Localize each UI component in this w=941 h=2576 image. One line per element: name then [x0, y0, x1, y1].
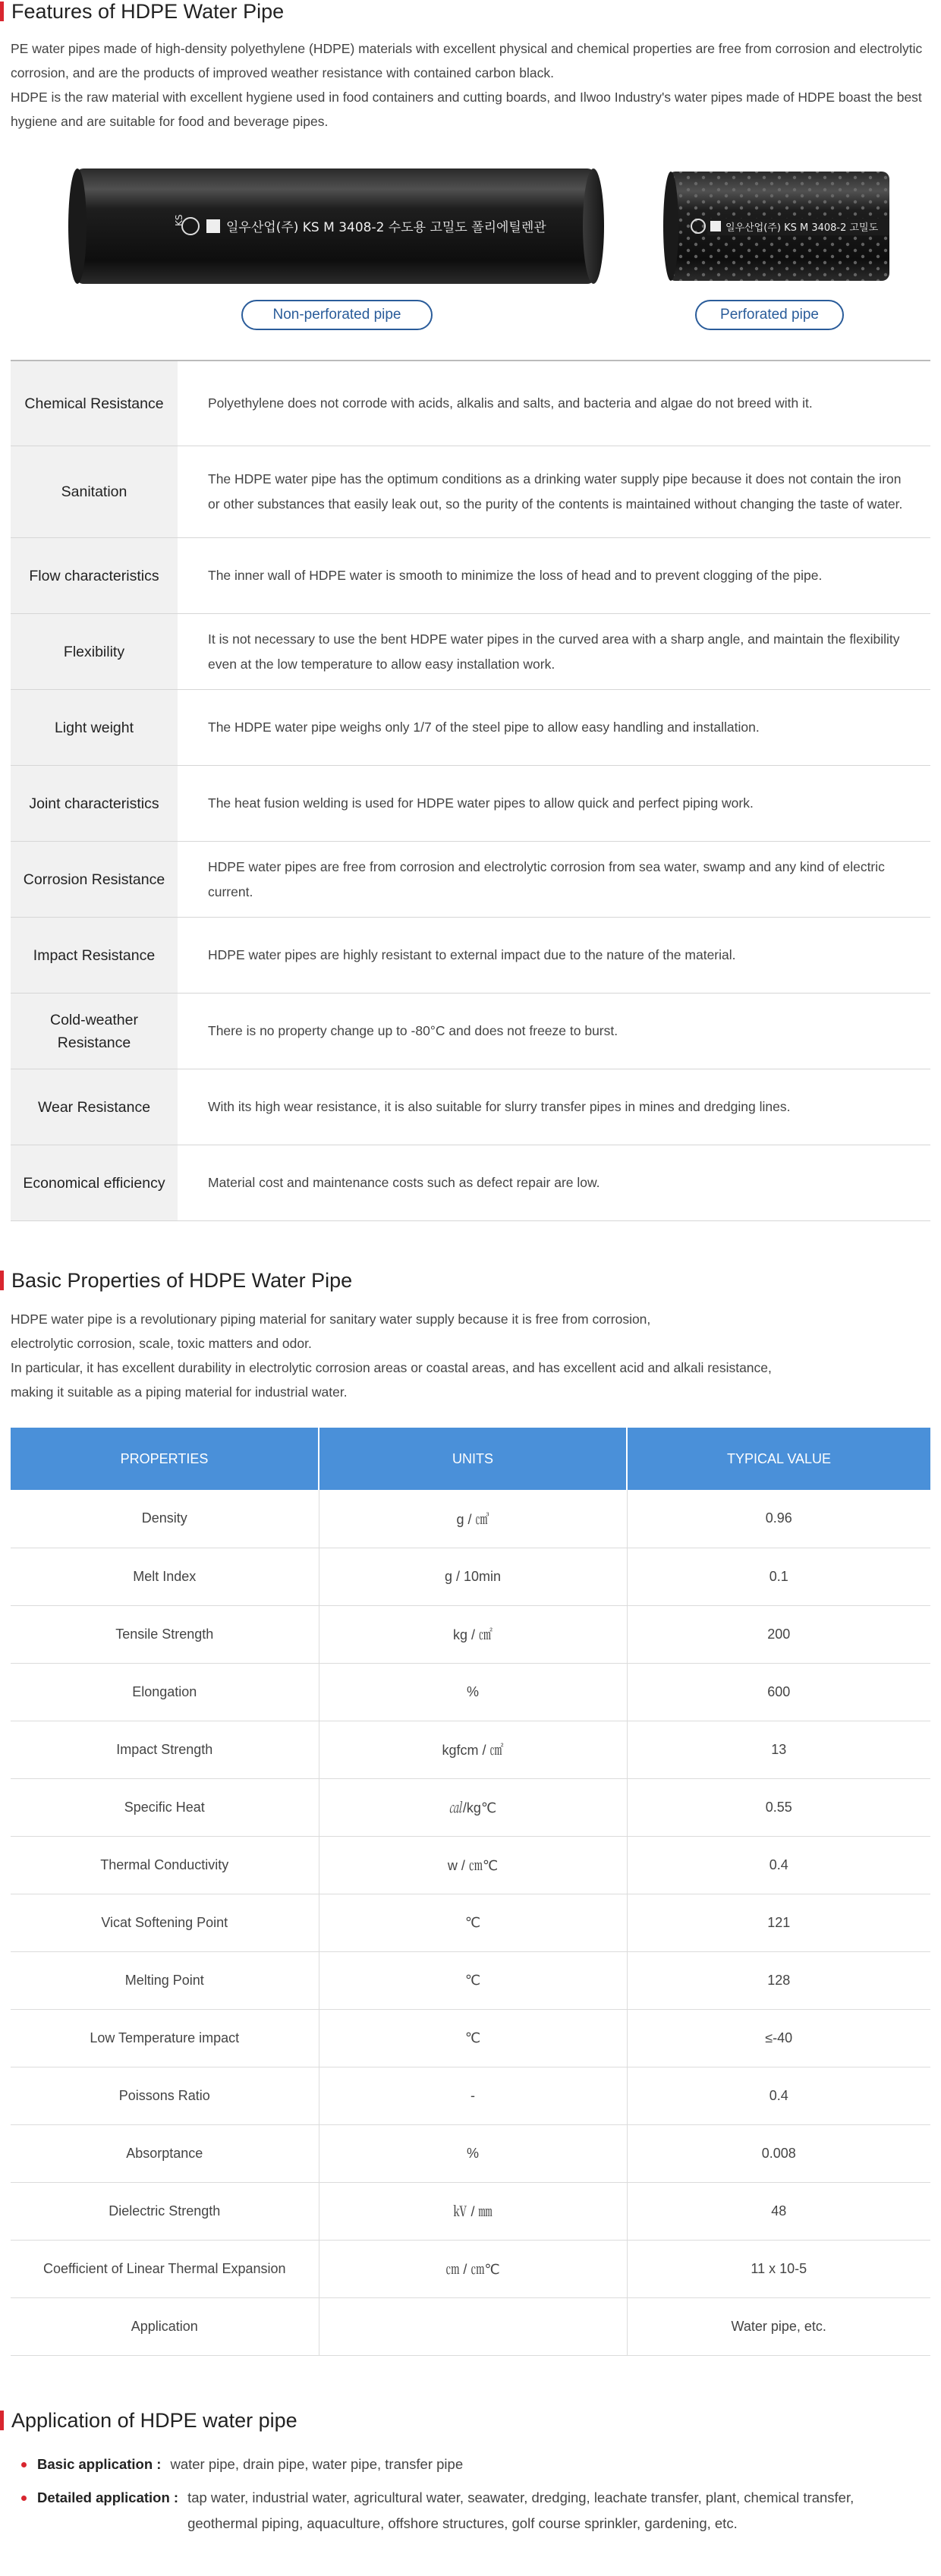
table-row	[11, 2182, 930, 2240]
feature-row	[11, 766, 930, 842]
property-name: Melting Point	[11, 1951, 319, 2009]
pipe-print-text: 일우산업(주) KS M 3408-2 수도용 고밀도 폴리에틸렌관	[226, 220, 546, 235]
table-header-row	[11, 1428, 930, 1490]
features-intro	[11, 36, 929, 134]
table-row	[11, 1663, 930, 1721]
perforated-pipe-button[interactable]: Perforated pipe	[695, 300, 844, 330]
feature-name: Flexibility	[11, 614, 178, 689]
feature-desc: The heat fusion welding is used for HDPE water pipes to allow quick and perfect piping work.	[208, 795, 754, 811]
feature-row	[11, 538, 930, 614]
feature-desc: Material cost and maintenance costs such as defect repair are low.	[208, 1175, 600, 1190]
application-list	[21, 2452, 924, 2544]
feature-name: Light weight	[11, 690, 178, 765]
feature-desc: There is no property change up to -80°C and does not freeze to burst.	[208, 1023, 618, 1038]
feature-row	[11, 918, 930, 994]
property-name: Elongation	[11, 1663, 319, 1721]
property-value: ≤-40	[627, 2009, 930, 2067]
property-name: Tensile Strength	[11, 1605, 319, 1663]
feature-desc: The HDPE water pipe weighs only 1/7 of the steel pipe to allow easy handling and installation.	[208, 720, 760, 735]
property-unit: ㎸ / ㎜	[319, 2182, 627, 2240]
feature-row	[11, 1145, 930, 1221]
feature-row	[11, 446, 930, 538]
application-title-text: Application of HDPE water pipe	[11, 2408, 297, 2432]
table-row	[11, 2297, 930, 2355]
property-unit: %	[319, 2124, 627, 2182]
property-unit: ℃	[319, 1894, 627, 1951]
table-row	[11, 1605, 930, 1663]
property-value: 128	[627, 1951, 930, 2009]
features-title-text: Features of HDPE Water Pipe	[11, 0, 285, 23]
property-name: Poissons Ratio	[11, 2067, 319, 2124]
list-item	[21, 2485, 924, 2537]
application-title	[0, 2408, 297, 2433]
property-unit	[319, 2297, 627, 2355]
property-value: 0.96	[627, 1490, 930, 1548]
property-name: Thermal Conductivity	[11, 1836, 319, 1894]
non-perforated-pipe-image	[67, 165, 606, 287]
feature-name: Flow characteristics	[11, 538, 178, 613]
table-row	[11, 2009, 930, 2067]
property-name: Absorptance	[11, 2124, 319, 2182]
bullet-icon	[21, 2462, 27, 2467]
perforated-pipe-print-text: 일우산업(주) KS M 3408-2 고밀도	[725, 222, 879, 234]
properties-table	[11, 1428, 930, 2356]
column-header: UNITS	[319, 1428, 627, 1490]
property-unit: kgfcm / ㎠	[319, 1721, 627, 1778]
property-unit: ℃	[319, 2009, 627, 2067]
column-header: PROPERTIES	[11, 1428, 319, 1490]
properties-intro-line-3: In particular, it has excellent durability in electrolytic corrosion areas or coastal areas, and has excellent acid and alkali resistance,	[11, 1360, 772, 1375]
property-unit: w / ㎝℃	[319, 1836, 627, 1894]
feature-row	[11, 614, 930, 690]
property-value: 48	[627, 2182, 930, 2240]
property-name: Low Temperature impact	[11, 2009, 319, 2067]
property-unit: kg / ㎠	[319, 1605, 627, 1663]
property-value: Water pipe, etc.	[627, 2297, 930, 2355]
table-row	[11, 1951, 930, 2009]
table-row	[11, 1778, 930, 1836]
basic-application-label: Basic application :	[37, 2456, 162, 2472]
feature-name: Corrosion Resistance	[11, 842, 178, 917]
property-name: Dielectric Strength	[11, 2182, 319, 2240]
property-name: Melt Index	[11, 1548, 319, 1605]
table-row	[11, 1836, 930, 1894]
property-name: Coefficient of Linear Thermal Expansion	[11, 2240, 319, 2297]
property-value: 200	[627, 1605, 930, 1663]
features-intro-line-2: HDPE is the raw material with excellent hygiene used in food containers and cutting boards, and Ilwoo Industry's water pipes made of HDPE boast the best hygiene and are suitable for food and beverage pipes.	[11, 90, 922, 129]
property-value: 13	[627, 1721, 930, 1778]
feature-name: Wear Resistance	[11, 1069, 178, 1145]
perforated-pipe-image	[662, 168, 889, 284]
title-accent-bar	[0, 2411, 4, 2430]
feature-desc: The inner wall of HDPE water is smooth to minimize the loss of head and to prevent clogging of the pipe.	[208, 568, 823, 583]
feature-desc: HDPE water pipes are free from corrosion and electrolytic corrosion from sea water, swamp and any kind of electric current.	[208, 858, 885, 899]
table-row	[11, 2124, 930, 2182]
properties-title	[0, 1268, 352, 1293]
property-value: 0.4	[627, 2067, 930, 2124]
property-unit: ㎈/kg℃	[319, 1778, 627, 1836]
feature-name: Economical efficiency	[11, 1145, 178, 1220]
feature-name: Joint characteristics	[11, 766, 178, 841]
detailed-application-text: tap water, industrial water, agricultural water, seawater, dredging, leachate transfer, plant, chemical transfer, geothermal piping, aquaculture, offshore structures, golf course sprinkler, gardening, etc.	[187, 2489, 854, 2531]
feature-desc: The HDPE water pipe has the optimum conditions as a drinking water supply pipe because it does not contain the iron or other substances that easily leak out, so the purity of the contents is maintained without changing the taste of water.	[208, 471, 903, 512]
table-row	[11, 1548, 930, 1605]
properties-intro-line-2: electrolytic corrosion, scale, toxic matters and odor.	[11, 1336, 312, 1351]
property-name: Impact Strength	[11, 1721, 319, 1778]
features-table	[11, 360, 930, 1221]
feature-name: Cold-weather Resistance	[11, 994, 178, 1069]
property-value: 600	[627, 1663, 930, 1721]
feature-desc: Polyethylene does not corrode with acids, alkalis and salts, and bacteria and algae do not breed with it.	[208, 395, 813, 411]
property-unit: g / 10min	[319, 1548, 627, 1605]
property-unit: %	[319, 1663, 627, 1721]
property-name: Specific Heat	[11, 1778, 319, 1836]
property-unit: ㎝ / ㎝℃	[319, 2240, 627, 2297]
property-value: 0.55	[627, 1778, 930, 1836]
feature-row	[11, 842, 930, 918]
feature-desc: With its high wear resistance, it is also suitable for slurry transfer pipes in mines and dredging lines.	[208, 1099, 791, 1114]
list-item	[21, 2452, 924, 2477]
title-accent-bar	[0, 2, 4, 21]
properties-intro-line-4: making it suitable as a piping material for industrial water.	[11, 1384, 348, 1400]
title-accent-bar	[0, 1271, 4, 1290]
feature-row	[11, 994, 930, 1069]
properties-intro-line-1: HDPE water pipe is a revolutionary piping material for sanitary water supply because it is free from corrosion,	[11, 1312, 651, 1327]
properties-intro	[11, 1307, 929, 1404]
features-title	[0, 0, 284, 23]
property-value: 0.1	[627, 1548, 930, 1605]
feature-name: Sanitation	[11, 446, 178, 537]
feature-desc: It is not necessary to use the bent HDPE water pipes in the curved area with a sharp angle, and maintain the flexibility even at the low temperature to allow easy installation work.	[208, 631, 900, 672]
property-unit: ℃	[319, 1951, 627, 2009]
property-name: Application	[11, 2297, 319, 2355]
non-perforated-pipe-button[interactable]: Non-perforated pipe	[241, 300, 433, 330]
property-value: 121	[627, 1894, 930, 1951]
detailed-application-label: Detailed application :	[37, 2489, 179, 2505]
feature-row	[11, 690, 930, 766]
property-unit: -	[319, 2067, 627, 2124]
property-unit: g / ㎤	[319, 1490, 627, 1548]
property-value: 0.008	[627, 2124, 930, 2182]
property-value: 11 x 10-5	[627, 2240, 930, 2297]
property-name: Vicat Softening Point	[11, 1894, 319, 1951]
table-row	[11, 1894, 930, 1951]
svg-text:KS: KS	[174, 214, 184, 226]
features-intro-line-1: PE water pipes made of high-density polyethylene (HDPE) materials with excellent physical and chemical properties are free from corrosion and electrolytic corrosion, and are the products of improved weather resistance with contained carbon black.	[11, 41, 923, 80]
table-row	[11, 1490, 930, 1548]
feature-row	[11, 361, 930, 446]
property-value: 0.4	[627, 1836, 930, 1894]
table-row	[11, 1721, 930, 1778]
table-row	[11, 2067, 930, 2124]
feature-name: Impact Resistance	[11, 918, 178, 993]
properties-title-text: Basic Properties of HDPE Water Pipe	[11, 1268, 353, 1292]
basic-application-text: water pipe, drain pipe, water pipe, transfer pipe	[170, 2456, 464, 2472]
property-name: Density	[11, 1490, 319, 1548]
table-row	[11, 2240, 930, 2297]
feature-desc: HDPE water pipes are highly resistant to external impact due to the nature of the material.	[208, 947, 736, 962]
feature-row	[11, 1069, 930, 1145]
feature-name: Chemical Resistance	[11, 361, 178, 446]
column-header: TYPICAL VALUE	[627, 1428, 930, 1490]
bullet-icon	[21, 2496, 27, 2501]
